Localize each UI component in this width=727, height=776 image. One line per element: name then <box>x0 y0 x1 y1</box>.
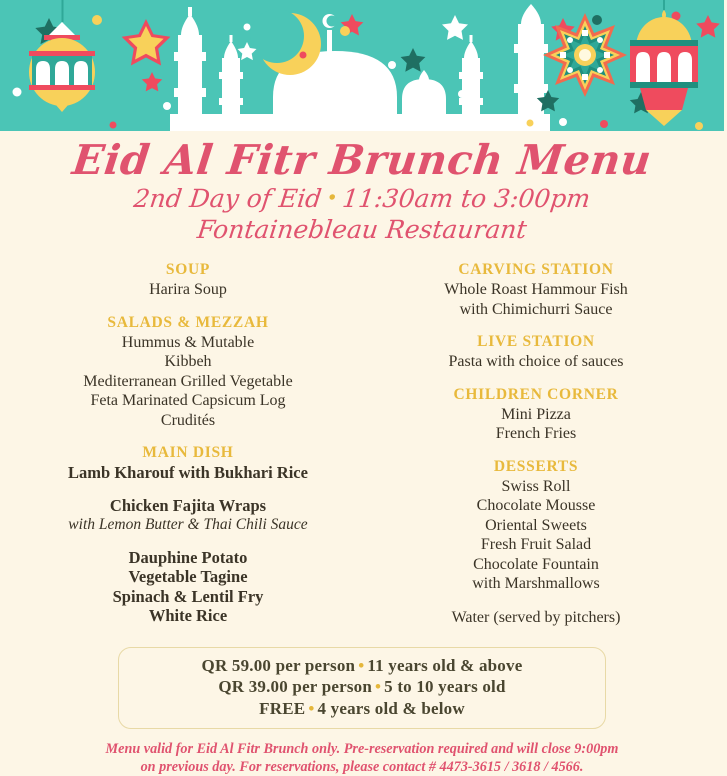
spacer <box>14 483 362 496</box>
beverage-note: Water (served by pitchers) <box>451 608 621 626</box>
page-title: Eid Al Fitr Brunch Menu <box>69 136 655 184</box>
price-bullet-icon: • <box>308 698 315 718</box>
price-row <box>129 676 595 698</box>
subtitle-bullet-icon: • <box>325 187 340 209</box>
menu-section-main-dish <box>14 443 362 626</box>
price-age-range: 5 to 10 years old <box>384 677 506 696</box>
decorative-header-banner <box>0 0 724 131</box>
menu-item: Vegetable Tagine <box>128 567 248 586</box>
menu-item: Chicken Fajita Wraps <box>109 495 267 515</box>
menu-item: Harira Soup <box>149 281 227 298</box>
section-heading: DESSERTS <box>493 457 579 475</box>
menu-item: Pasta with choice of sauces <box>448 353 624 370</box>
menu-item: Spinach & Lentil Fry <box>112 586 264 606</box>
menu-columns <box>0 260 724 639</box>
menu-item: Crudités <box>160 411 216 429</box>
section-heading: LIVE STATION <box>477 333 595 350</box>
menu-section-soup <box>14 260 362 300</box>
menu-item: Dauphine Potato <box>128 547 248 567</box>
menu-right-column <box>362 260 710 639</box>
menu-item: Mini Pizza <box>501 405 571 423</box>
menu-section-live-station <box>362 332 710 372</box>
section-heading: CHILDREN CORNER <box>453 385 619 403</box>
footer-line-2: on previous day. For reservations, please contact # 4473-3615 / 3618 / 4566. <box>140 759 584 775</box>
price-amount: FREE <box>259 698 306 718</box>
menu-item: Hummus & Mutable <box>121 333 255 351</box>
menu-item: Feta Marinated Capsicum Log <box>90 392 286 409</box>
section-heading: SOUP <box>165 261 211 278</box>
section-heading: MAIN DISH <box>142 444 234 461</box>
pricing-box <box>118 647 606 730</box>
title-block <box>0 131 724 245</box>
subtitle-day: 2nd Day of Eid <box>132 184 324 213</box>
menu-item: Whole Roast Hammour Fish <box>444 281 628 298</box>
footer-disclaimer <box>0 740 724 776</box>
price-age-range: 4 years old & below <box>317 698 465 718</box>
spacer <box>14 535 362 548</box>
price-age-range: 11 years old & above <box>367 655 523 675</box>
price-row <box>129 698 595 720</box>
menu-item: French Fries <box>495 425 577 442</box>
menu-item: Chocolate Mousse <box>476 497 596 514</box>
menu-item: with Marshmallows <box>472 575 600 592</box>
price-row <box>129 655 595 677</box>
menu-item: Swiss Roll <box>501 477 571 495</box>
subtitle-time: 11:30am to 3:00pm <box>340 184 592 213</box>
pricing-section <box>0 647 724 730</box>
menu-item: Oriental Sweets <box>485 516 587 534</box>
price-bullet-icon: • <box>375 677 382 696</box>
menu-item: Mediterranean Grilled Vegetable <box>83 372 293 390</box>
menu-item-note: with Lemon Butter & Thai Chili Sauce <box>68 516 308 533</box>
event-subtitle <box>0 183 726 214</box>
menu-section-salads-mezzah <box>14 313 362 431</box>
menu-section-desserts <box>362 457 710 594</box>
section-heading: CARVING STATION <box>458 261 614 278</box>
price-bullet-icon: • <box>358 655 365 675</box>
venue-name: Fontainebleau Restaurant <box>195 215 529 244</box>
menu-item: White Rice <box>148 606 228 625</box>
menu-section-carving-station <box>362 260 710 319</box>
menu-item: Lamb Kharouf with Bukhari Rice <box>68 463 308 482</box>
menu-item: Chocolate Fountain <box>473 555 599 573</box>
menu-section-children-corner <box>362 385 710 444</box>
price-amount: QR 59.00 per person <box>201 655 356 675</box>
menu-item: Kibbeh <box>164 353 212 370</box>
section-heading: SALADS & MEZZAH <box>107 313 269 331</box>
menu-item: with Chimichurri Sauce <box>459 300 613 318</box>
footer-line-1: Menu valid for Eid Al Fitr Brunch only. Pre-reservation required and will close 9:00pm <box>105 741 619 757</box>
menu-left-column <box>14 260 362 639</box>
menu-item: Fresh Fruit Salad <box>480 536 592 553</box>
mandala-star-icon <box>543 13 627 97</box>
price-amount: QR 39.00 per person <box>218 677 373 696</box>
